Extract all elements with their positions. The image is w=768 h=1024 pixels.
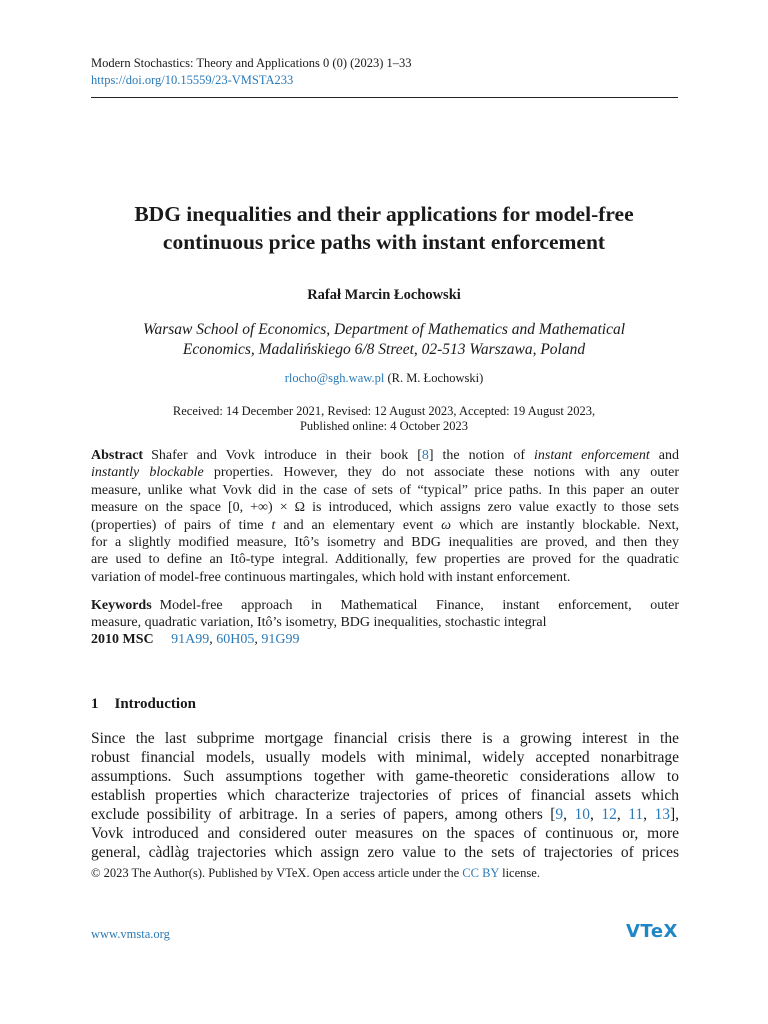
keywords [91,597,679,631]
abstract-label: Abstract [91,448,144,463]
abstract [91,447,679,586]
msc-code-link[interactable]: 60H05 [216,632,255,647]
ref-link[interactable]: 10 [574,806,590,823]
ref-separator: , [563,806,575,823]
dates-line-1: Received: 14 December 2021, Revised: 12 August 2023, Accepted: 19 August 2023, [172,404,596,418]
license-text: © 2023 The Author(s). Published by VTeX. Open access article under the [91,866,463,880]
body-line: Vovk introduced and considered outer measures on the spaces of continuous or, more [91,825,679,842]
ref-link[interactable]: 12 [601,806,617,823]
doi-link[interactable]: https://doi.org/10.15559/23-VMSTA233 [91,73,294,87]
publication-dates [60,404,708,434]
msc-codes [171,632,299,647]
section-title: Introduction [114,696,196,712]
body-line: robust financial models, usually models with minimal, widely accepted nonarbitrage [91,749,679,766]
email-owner: (R. M. Łochowski) [387,371,484,385]
msc-classification [91,632,300,648]
ref-separator: , [643,806,655,823]
title-line-2: continuous price paths with instant enforcement [162,230,606,254]
journal-site-link[interactable]: www.vmsta.org [91,927,170,941]
msc-separator: , [254,632,262,647]
abstract-text: and [649,448,679,463]
abstract-text: ] the notion of [428,448,535,463]
abstract-text: properties. However, they do not associate these notions with any outer [203,465,679,481]
dates-line-2: Published online: 4 October 2023 [299,419,469,433]
journal-citation: Modern Stochastics: Theory and Applications 0 (0) (2023) 1–33 [91,56,412,70]
ref-separator: , [616,806,629,823]
keywords-label: Keywords [91,598,152,613]
body-line: general, càdlàg trajectories which assign zero value to the sets of trajectories of prices [91,844,679,861]
email-link[interactable]: rlocho@sgh.waw.pl [284,371,385,385]
cc-by-link[interactable]: CC BY [462,866,499,880]
abstract-line: are used to define an Itô-type integral. Additionally, few properties are proved for the quadratic [91,552,679,568]
msc-separator: , [209,632,217,647]
abstract-text: Shafer and Vovk introduce in their book [ [151,448,422,463]
abstract-text: (properties) of pairs of time [91,517,272,533]
section-number: 1 [91,696,99,712]
msc-code-link[interactable]: 91G99 [261,632,300,647]
license-text: license. [498,866,540,880]
keywords-line: measure, quadratic variation, Itô’s isometry, BDG inequalities, stochastic integral [91,615,547,630]
abstract-text: and an elementary event [275,517,442,533]
abstract-line: measure, unlike what Vovk did in the case of sets of “typical” price paths. In this paper an outer [91,482,679,498]
ref-separator: , [590,806,602,823]
introduction-body [91,729,679,862]
vtex-logo: VTeX [626,921,678,942]
affiliation-line-1: Warsaw School of Economics, Department of Mathematics and Mathematical [142,321,626,338]
contact-line [60,371,708,386]
abstract-line [91,517,679,534]
abstract-line: variation of model-free continuous martingales, which hold with instant enforcement. [91,569,571,585]
ref-link[interactable]: 9 [555,806,564,823]
body-line: assumptions. Such assumptions together with game-theoretic considerations allow to [91,768,679,785]
abstract-line: measure on the space [0, +∞) × Ω is introduced, which assigns zero value exactly to those sets [91,500,679,516]
body-line: Since the last subprime mortgage financial crisis there is a growing interest in the [91,730,679,747]
body-line: establish properties which characterize trajectories of prices of financial assets which [91,787,679,804]
abstract-line [91,464,679,481]
affiliation-line-2: Economics, Madalińskiego 6/8 Street, 02-513 Warszawa, Poland [182,341,586,358]
abstract-emphasis: instantly blockable [91,465,204,481]
body-text: ], [670,806,680,823]
title-line-1: BDG inequalities and their applications for model-free [134,202,634,226]
abstract-line: for a slightly modified measure, Itô’s isometry and BDG inequalities are proved, and then they [91,535,679,551]
section-heading [91,696,196,713]
abstract-line [91,447,679,464]
header-divider [91,97,678,98]
ref-link[interactable]: 8 [421,448,429,463]
ref-link[interactable]: 13 [654,806,671,823]
math-symbol: t [271,517,276,533]
keywords-text: Model-free approach in Mathematical Finance, instant enforcement, outer [159,598,679,613]
journal-header [91,55,412,89]
msc-code-link[interactable]: 91A99 [171,632,210,647]
body-text: exclude possibility of arbitrage. In a series of papers, among others [ [91,806,556,823]
affiliation [80,320,688,360]
msc-label: 2010 MSC [91,632,154,647]
paper-title [60,200,708,256]
ref-link[interactable]: 11 [628,806,644,823]
author-name: Rafał Marcin Łochowski [307,287,461,303]
keywords-line [91,597,679,614]
abstract-emphasis: instant enforcement [534,448,650,463]
body-line [91,805,679,824]
license-notice [91,866,540,881]
abstract-text: which are instantly blockable. Next, [451,517,679,533]
math-symbol: ω [441,517,452,533]
